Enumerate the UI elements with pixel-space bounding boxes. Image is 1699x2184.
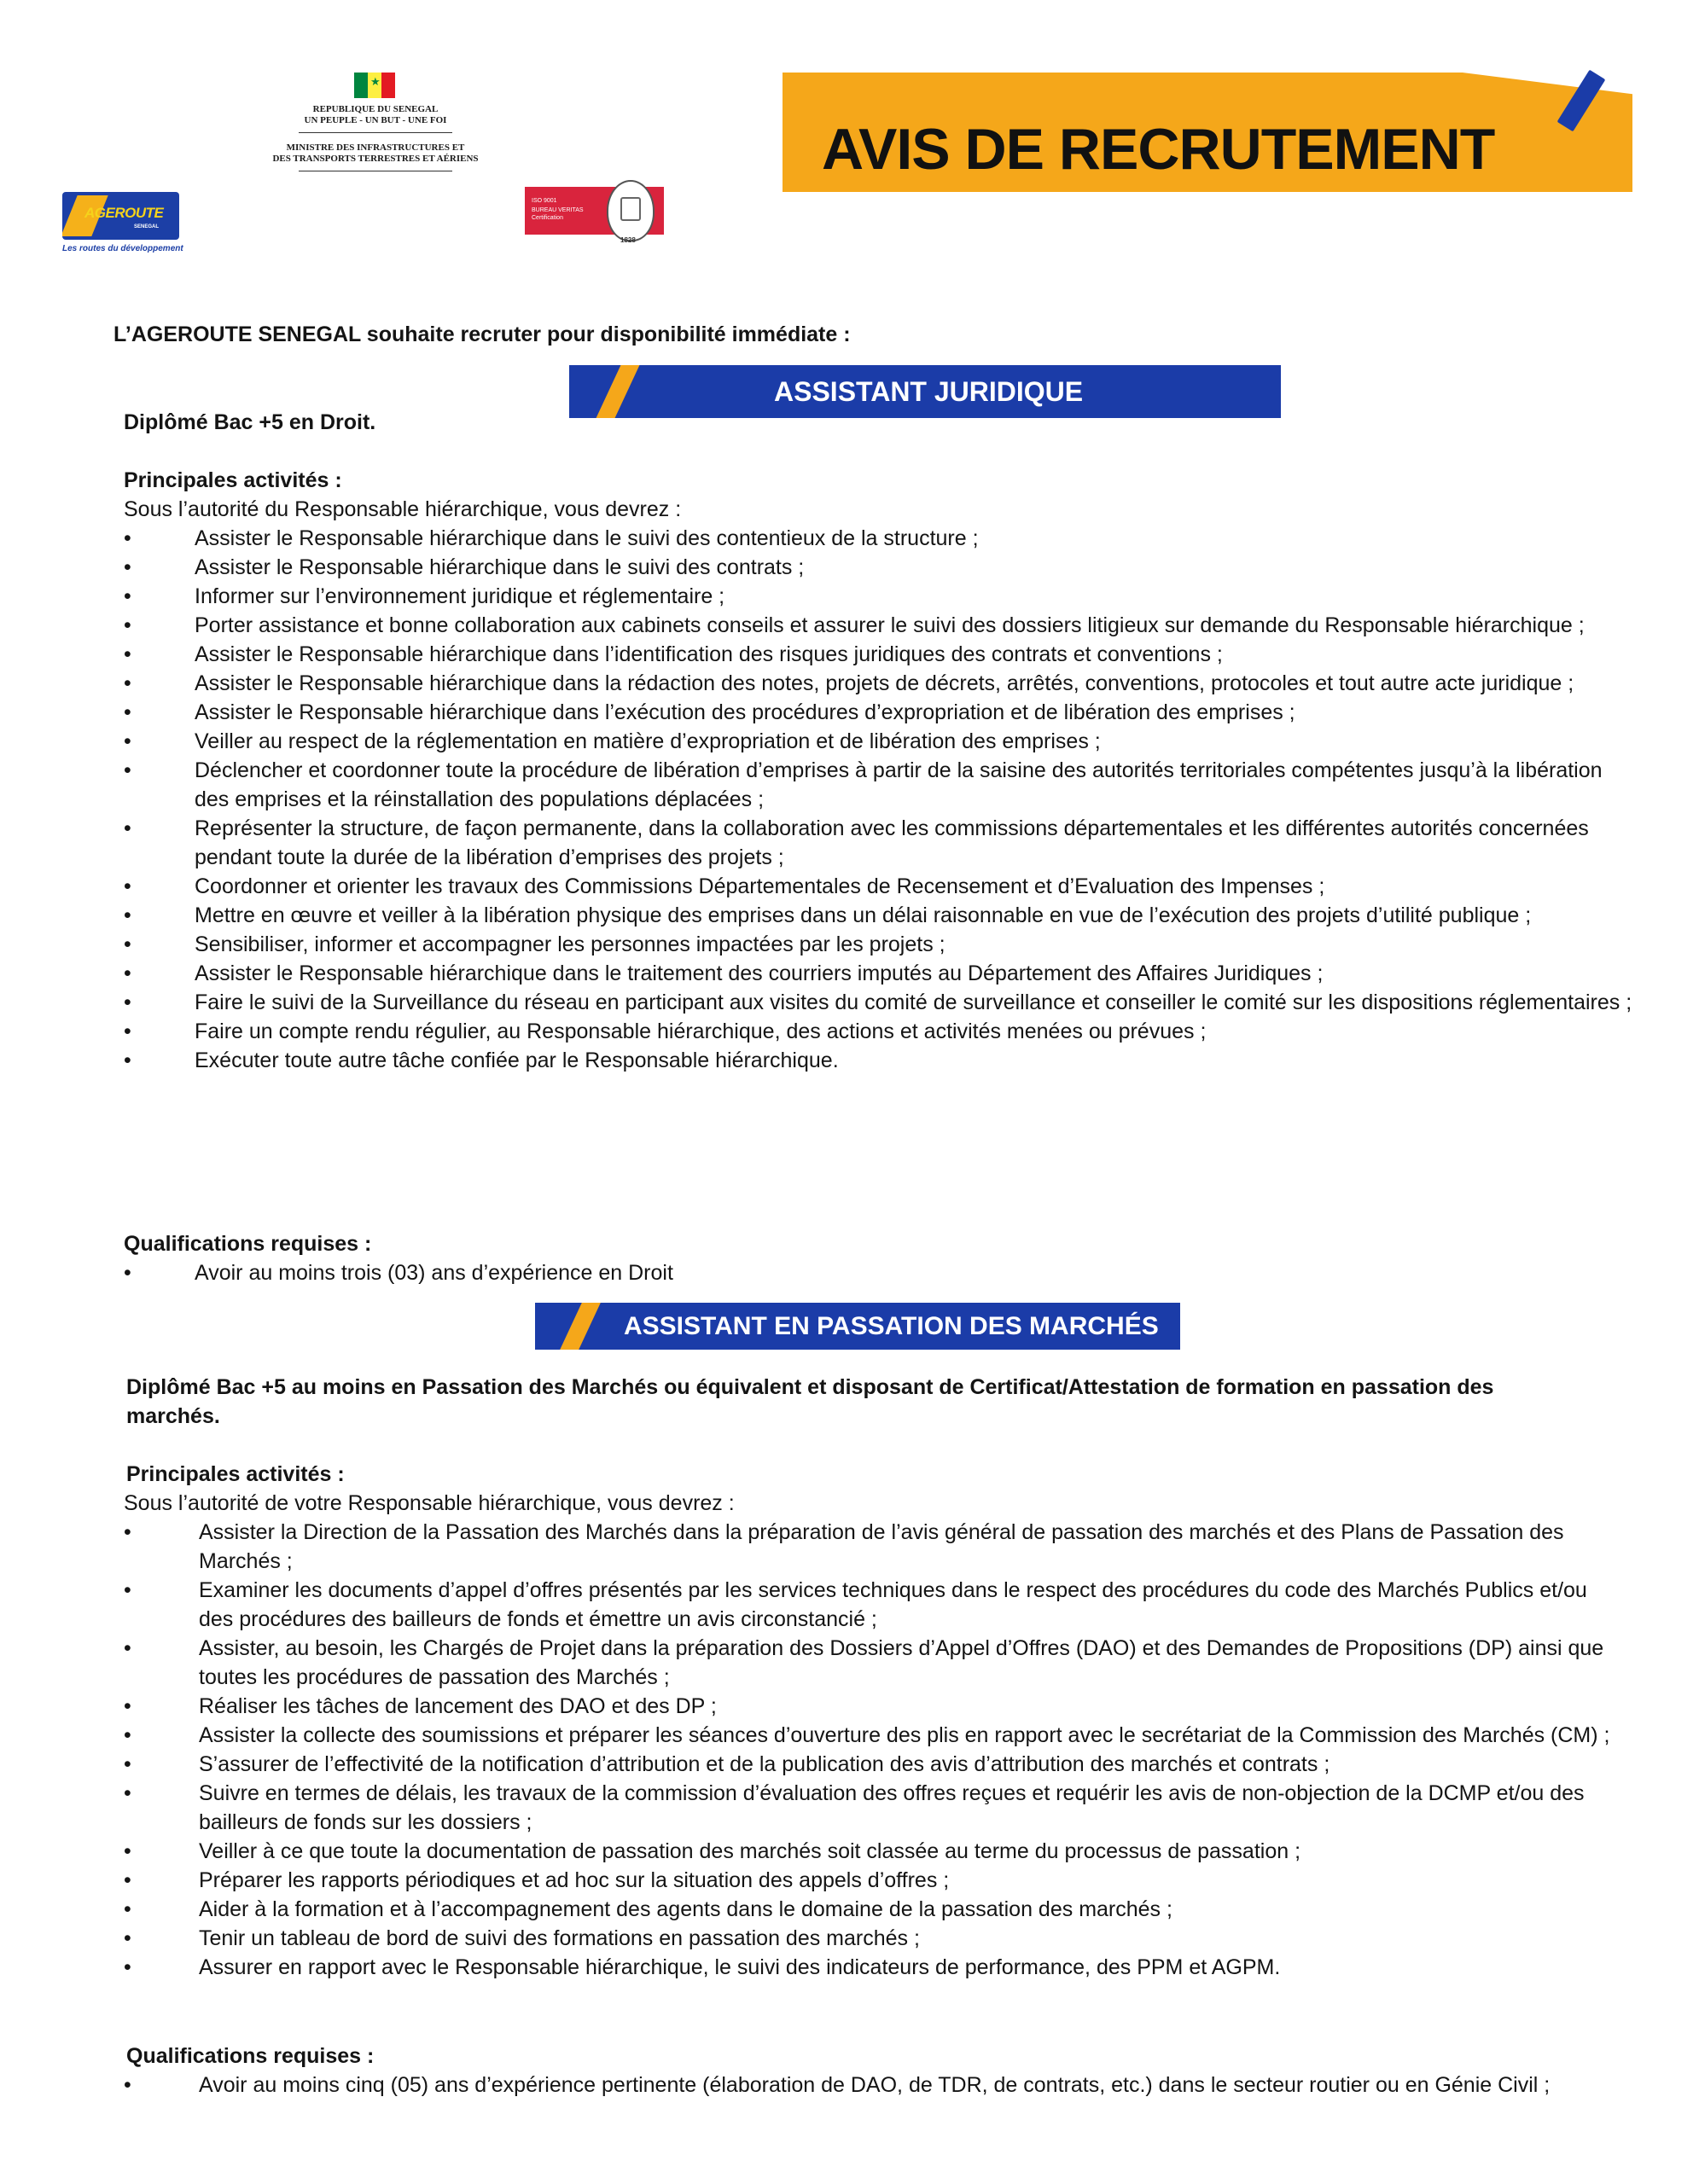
job-1-activities-intro: Sous l’autorité du Responsable hiérarchique, vous devrez :: [124, 497, 682, 521]
list-item: • Assister le Responsable hiérarchique dans la rédaction des notes, projets de décrets, arrêtés, conventions, protocoles et tout autre acte juridique ;: [124, 671, 1574, 695]
logo-slogan: Les routes du développement: [62, 244, 183, 253]
list-item: • Veiller à ce que toute la documentation de passation des marchés soit classée au terme du processus de passation ;: [124, 1839, 1301, 1863]
cert-line-3: Certification: [532, 215, 563, 221]
list-item: • Assister le Responsable hiérarchique dans l’exécution des procédures d’expropriation et de libération des emprises ;: [124, 700, 1295, 724]
logo-country: SENEGAL: [134, 224, 160, 229]
list-item: • Avoir au moins cinq (05) ans d’expérience pertinente (élaboration de DAO, de TDR, de contrats, etc.) dans le secteur routier ou en Génie Civil ;: [124, 2073, 1551, 2097]
job-2-activities-heading: Principales activités :: [126, 1462, 345, 1486]
list-item: • Assister la collecte des soumissions et préparer les séances d’ouverture des plis en rapport avec le secrétariat de la Commission des Marchés (CM) ;: [124, 1723, 1610, 1747]
ministry-line-1: MINISTRE DES INFRASTRUCTURES ET: [286, 142, 465, 153]
list-item: • Assister la Direction de la Passation des Marchés dans la préparation de l’avis général de passation des marchés et des Plans de Passation des Marchés ;: [124, 1520, 1564, 1573]
job-1-title-banner: [569, 365, 1281, 418]
job-2-diploma-line-2: marchés.: [126, 1404, 220, 1428]
job-2-qualifications-list: [124, 2071, 1617, 2100]
job-2-title-banner: [535, 1303, 1180, 1350]
gov-line-1: REPUBLIQUE DU SENEGAL: [312, 104, 439, 114]
list-item: • Avoir au moins trois (03) ans d’expérience en Droit: [124, 1261, 673, 1285]
job-1-activities-heading: Principales activités :: [124, 468, 342, 492]
stripe-accent: [596, 365, 640, 418]
list-item: • Représenter la structure, de façon permanente, dans la collaboration avec les commissions départementales et les différentes autorités concernées pendant toute la durée de la libération d’emprises des projets ;: [124, 816, 1589, 869]
job-1-qualifications-heading: Qualifications requises :: [124, 1232, 372, 1256]
list-item: • S’assurer de l’effectivité de la notification d’attribution et de la publication des avis d’attribution des marchés et contrats ;: [124, 1752, 1330, 1776]
list-item: • Assurer en rapport avec le Responsable hiérarchique, le suivi des indicateurs de performance, des PPM et AGPM.: [124, 1955, 1281, 1979]
job-1-qualifications-list: [124, 1258, 1634, 1287]
job-1-activities-list: [124, 524, 1634, 1075]
ministry-line-2: DES TRANSPORTS TERRESTRES ET AÉRIENS: [272, 154, 479, 164]
list-item: • Réaliser les tâches de lancement des DAO et des DP ;: [124, 1694, 717, 1718]
senegal-flag-icon: [354, 73, 395, 98]
ageroute-logo: [62, 192, 179, 240]
list-item: • Informer sur l’environnement juridique et réglementaire ;: [124, 584, 725, 608]
list-item: • Sensibiliser, informer et accompagner les personnes impactées par les projets ;: [124, 932, 946, 956]
list-item: • Coordonner et orienter les travaux des Commissions Départementales de Recensement et d’Evaluation des Impenses ;: [124, 874, 1325, 898]
list-item: • Exécuter toute autre tâche confiée par le Responsable hiérarchique.: [124, 1048, 839, 1072]
page-title: AVIS DE RECRUTEMENT: [822, 117, 1495, 182]
list-item: • Assister le Responsable hiérarchique dans le traitement des courriers imputés au Département des Affaires Juridiques ;: [124, 961, 1324, 985]
job-1-title: ASSISTANT JURIDIQUE: [774, 376, 1084, 407]
bureau-veritas-logo: [525, 187, 664, 244]
job-1-diploma: Diplômé Bac +5 en Droit.: [124, 410, 376, 434]
stripe-accent: [560, 1303, 601, 1350]
cert-line-1: ISO 9001: [532, 198, 557, 204]
job-2-diploma-line-1: Diplômé Bac +5 au moins en Passation des Marchés ou équivalent et disposant de Certificat/Attestation de formation en passation des: [126, 1375, 1494, 1399]
list-item: • Assister, au besoin, les Chargés de Projet dans la préparation des Dossiers d’Appel d’Offres (DAO) et des Demandes de Propositions (DP) ainsi que toutes les procédures de passation des Marchés ;: [124, 1636, 1604, 1689]
job-2-qualifications-heading: Qualifications requises :: [126, 2044, 375, 2068]
list-item: • Faire un compte rendu régulier, au Responsable hiérarchique, des actions et activités menées ou prévues ;: [124, 1019, 1207, 1043]
cert-year: 1828: [620, 236, 636, 244]
job-2-title: ASSISTANT EN PASSATION DES MARCHÉS: [624, 1312, 1159, 1340]
list-item: • Assister le Responsable hiérarchique dans l’identification des risques juridiques des contrats et conventions ;: [124, 642, 1223, 666]
job-2-activities-intro: Sous l’autorité de votre Responsable hiérarchique, vous devrez :: [124, 1491, 735, 1515]
list-item: • Porter assistance et bonne collaboration aux cabinets conseils et assurer le suivi des dossiers litigieux sur demande du Responsable hiérarchique ;: [124, 613, 1585, 637]
list-item: • Suivre en termes de délais, les travaux de la commission d’évaluation des offres reçues et requérir les avis de non-objection de la DCMP et/ou des bailleurs de fonds sur les dossiers ;: [124, 1781, 1585, 1834]
list-item: • Tenir un tableau de bord de suivi des formations en passation des marchés ;: [124, 1926, 920, 1950]
list-item: • Assister le Responsable hiérarchique dans le suivi des contrats ;: [124, 555, 805, 579]
divider: [299, 132, 452, 133]
cert-line-2: BUREAU VERITAS: [532, 207, 584, 213]
list-item: • Assister le Responsable hiérarchique dans le suivi des contentieux de la structure ;: [124, 526, 979, 550]
logo-name: AGEROUTE: [84, 205, 164, 221]
list-item: • Aider à la formation et à l’accompagnement des agents dans le domaine de la passation des marchés ;: [124, 1897, 1172, 1921]
job-2-activities-list: [124, 1518, 1617, 1982]
list-item: • Faire le suivi de la Surveillance du réseau en participant aux visites du comité de surveillance et conseiller le comité sur les dispositions réglementaires ;: [124, 990, 1632, 1014]
list-item: • Mettre en œuvre et veiller à la libération physique des emprises dans un délai raisonnable en vue de l’exécution des projets d’utilité publique ;: [124, 903, 1532, 927]
gov-line-2: UN PEUPLE - UN BUT - UNE FOI: [304, 115, 447, 125]
list-item: • Préparer les rapports périodiques et ad hoc sur la situation des appels d’offres ;: [124, 1868, 950, 1892]
list-item: • Examiner les documents d’appel d’offres présentés par les services techniques dans le respect des procédures du code des Marchés Publics et/ou des procédures des bailleurs de fonds et émettre un avis circonstancié ;: [124, 1578, 1587, 1631]
intro-text: L’AGEROUTE SENEGAL souhaite recruter pour disponibilité immédiate :: [113, 322, 851, 346]
list-item: • Déclencher et coordonner toute la procédure de libération d’emprises à partir de la saisine des autorités territoriales compétentes jusqu’à la libération des emprises et la réinstallation des populations déplacées ;: [124, 758, 1603, 811]
veritas-seal-icon: [607, 180, 655, 241]
list-item: • Veiller au respect de la réglementation en matière d’expropriation et de libération des emprises ;: [124, 729, 1101, 753]
